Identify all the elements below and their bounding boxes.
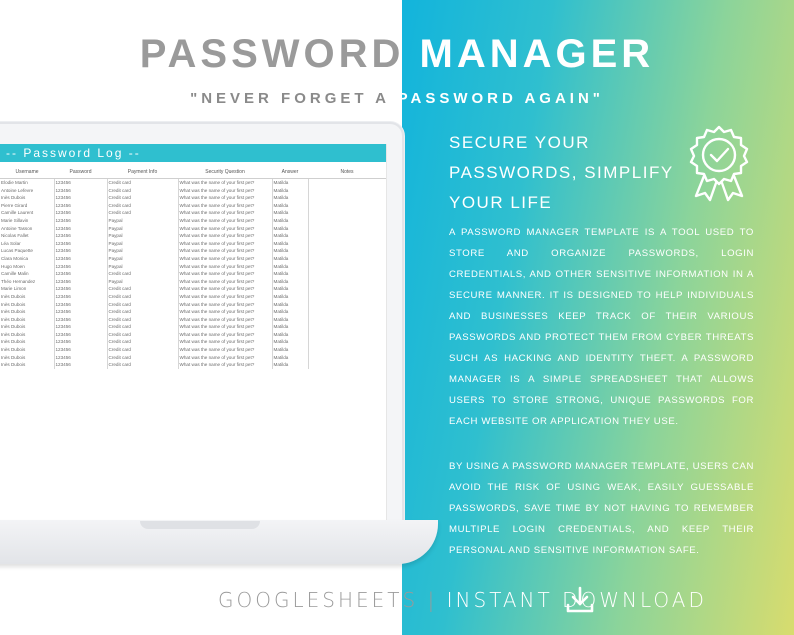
table-cell[interactable]: 123456 — [54, 323, 107, 331]
table-cell[interactable]: Matilda — [272, 217, 308, 225]
table-cell[interactable]: 123456 — [54, 225, 107, 233]
table-cell[interactable]: Matilda — [272, 240, 308, 248]
headline — [449, 128, 679, 218]
table-cell[interactable]: What was the name of your first pet? — [178, 354, 272, 362]
table-cell[interactable]: Matilda — [272, 179, 308, 187]
table-cell[interactable]: Matilda — [272, 278, 308, 286]
table-cell[interactable]: Matilda — [272, 263, 308, 271]
table-cell[interactable]: Paypal — [107, 278, 178, 286]
table-cell[interactable]: Inès Dubois — [1, 362, 26, 368]
table-cell[interactable]: Credit card — [107, 293, 178, 301]
table-cell[interactable]: What was the name of your first pet? — [178, 323, 272, 331]
table-cell[interactable] — [308, 270, 386, 278]
table-cell[interactable]: Matilda — [272, 225, 308, 233]
table-cell[interactable] — [308, 361, 386, 369]
table-row — [0, 301, 386, 309]
download-icon[interactable] — [564, 584, 596, 616]
page-title — [0, 32, 794, 77]
table-cell[interactable]: Paypal — [107, 232, 178, 240]
table-cell[interactable]: What was the name of your first pet? — [178, 187, 272, 195]
column-header: Password — [54, 166, 107, 179]
award-ribbon-check-icon — [686, 124, 752, 202]
table-cell[interactable]: 123456 — [54, 346, 107, 354]
table-cell[interactable]: What was the name of your first pet? — [178, 179, 272, 187]
table-row — [0, 217, 386, 225]
table-cell[interactable]: 123456 — [54, 285, 107, 293]
table-cell[interactable] — [308, 278, 386, 286]
table-cell[interactable]: Matilda — [272, 187, 308, 195]
table-row — [0, 354, 386, 362]
table-cell[interactable]: Matilda — [272, 247, 308, 255]
table-cell[interactable]: Inès Dubois — [1, 301, 26, 307]
table-cell[interactable]: 123456 — [54, 255, 107, 263]
table-row — [0, 346, 386, 354]
table-cell[interactable]: Théo Hernandez — [1, 278, 36, 284]
table-cell[interactable]: What was the name of your first pet? — [178, 338, 272, 346]
table-cell[interactable]: 123456 — [54, 194, 107, 202]
table-row — [0, 247, 386, 255]
table-cell[interactable]: Credit card — [107, 331, 178, 339]
table-cell[interactable]: Inès Dubois — [1, 354, 26, 360]
column-header: Username — [0, 166, 54, 179]
table-cell[interactable]: What was the name of your first pet? — [178, 278, 272, 286]
table-cell[interactable] — [308, 338, 386, 346]
table-cell[interactable]: 123456 — [54, 338, 107, 346]
table-cell[interactable] — [308, 225, 386, 233]
table-cell[interactable]: What was the name of your first pet? — [178, 270, 272, 278]
column-header: Security Question — [178, 166, 272, 179]
table-cell[interactable]: Matilda — [272, 270, 308, 278]
table-row — [0, 255, 386, 263]
table-cell[interactable]: Marie Sillavin — [1, 217, 29, 223]
table-cell[interactable]: What was the name of your first pet? — [178, 301, 272, 309]
table-row — [0, 361, 386, 369]
table-cell[interactable]: Credit card — [107, 301, 178, 309]
table-cell[interactable] — [308, 194, 386, 202]
description-paragraph-1: A PASSWORD MANAGER TEMPLATE IS A TOOL USED TO STORE AND ORGANIZE PASSWORDS, LOGIN CREDENTIALS, AND OTHER SENSITIVE INFORMATION IN A SECURE MANNER. IT IS DESIGNED TO HELP INDIVIDUALS AND BUSINESSES KEEP TRACK OF THEIR VARIOUS PASSWORDS AND PROTECT THEM FROM CYBER THREATS SUCH AS HACKING AND IDENTITY THEFT. A PASSWORD MANAGER IS A SIMPLE SPREADSHEET THAT ALLOWS USERS TO STORE STRONG, UNIQUE PASSWORDS FOR EACH WEBSITE OR APPLICATION THEY USE. — [449, 227, 754, 427]
table-row — [0, 179, 386, 187]
table-cell[interactable]: 123456 — [54, 316, 107, 324]
table-cell[interactable]: Matilda — [272, 323, 308, 331]
table-cell[interactable]: Léa Solar — [1, 240, 21, 246]
table-row — [0, 285, 386, 293]
table-cell[interactable]: Credit card — [107, 308, 178, 316]
table-cell[interactable]: What was the name of your first pet? — [178, 240, 272, 248]
table-header-row — [0, 166, 386, 179]
table-cell[interactable]: Inès Dubois — [1, 293, 26, 299]
table-cell[interactable]: 123456 — [54, 293, 107, 301]
description-paragraph-2: BY USING A PASSWORD MANAGER TEMPLATE, USERS CAN AVOID THE RISK OF USING WEAK, EASILY GUESSABLE PASSWORDS, SAVE TIME BY NOT HAVING TO REMEMBER MULTIPLE LOGIN CREDENTIALS, AND KEEP THEIR PERSONAL AND SENSITIVE INFORMATION SAFE. — [449, 461, 754, 556]
table-cell[interactable]: Matilda — [272, 209, 308, 217]
table-cell[interactable]: What was the name of your first pet? — [178, 232, 272, 240]
table-body — [0, 179, 386, 369]
table-cell[interactable]: Credit card — [107, 209, 178, 217]
table-cell[interactable]: Matilda — [272, 232, 308, 240]
table-cell[interactable]: Inès Dubois — [1, 339, 26, 345]
page-subtitle — [0, 90, 794, 107]
table-row — [0, 331, 386, 339]
table-cell[interactable]: 123456 — [54, 278, 107, 286]
table-cell[interactable]: Hugo Moen — [1, 263, 25, 269]
table-cell[interactable]: Paypal — [107, 263, 178, 271]
table-cell[interactable] — [308, 263, 386, 271]
table-cell[interactable]: Matilda — [272, 308, 308, 316]
table-cell[interactable]: Matilda — [272, 346, 308, 354]
table-cell[interactable] — [308, 217, 386, 225]
table-cell[interactable]: 123456 — [54, 263, 107, 271]
table-row — [0, 194, 386, 202]
headline-line-2: PASSWORDS, SIMPLIFY — [449, 163, 674, 182]
table-cell[interactable]: Credit card — [107, 361, 178, 369]
headline-line-1: SECURE YOUR — [449, 133, 590, 152]
table-row — [0, 293, 386, 301]
table-cell[interactable]: What was the name of your first pet? — [178, 331, 272, 339]
table-cell[interactable]: Antoine Tasson — [1, 225, 33, 231]
table-cell[interactable]: Credit card — [107, 270, 178, 278]
table-cell[interactable]: Matilda — [272, 361, 308, 369]
table-cell[interactable] — [308, 240, 386, 248]
table-cell[interactable]: What was the name of your first pet? — [178, 209, 272, 217]
table-row — [0, 225, 386, 233]
column-header: Notes — [308, 166, 386, 179]
column-header: Payment Info — [107, 166, 178, 179]
table-cell[interactable]: 123456 — [54, 301, 107, 309]
column-header: Answer — [272, 166, 308, 179]
table-row — [0, 187, 386, 195]
table-cell[interactable]: Matilda — [272, 202, 308, 210]
table-cell[interactable]: Credit card — [107, 346, 178, 354]
table-cell[interactable] — [308, 202, 386, 210]
table-cell[interactable]: 123456 — [54, 217, 107, 225]
table-cell[interactable]: What was the name of your first pet? — [178, 316, 272, 324]
table-row — [0, 209, 386, 217]
table-row — [0, 232, 386, 240]
table-cell[interactable]: Credit card — [107, 202, 178, 210]
title-word-2: MANAGER — [419, 32, 655, 76]
table-cell[interactable]: Marie Limon — [1, 286, 27, 292]
table-cell[interactable] — [308, 308, 386, 316]
table-cell[interactable]: 123456 — [54, 331, 107, 339]
table-cell[interactable]: 123456 — [54, 361, 107, 369]
table-row — [0, 278, 386, 286]
table-cell[interactable]: 123456 — [54, 354, 107, 362]
table-cell[interactable]: Inès Dubois — [1, 347, 26, 353]
table-cell[interactable]: Antoine Lefevre — [1, 187, 34, 193]
table-cell[interactable] — [308, 255, 386, 263]
table-cell[interactable]: Paypal — [107, 225, 178, 233]
table-cell[interactable]: 123456 — [54, 308, 107, 316]
table-cell[interactable]: What was the name of your first pet? — [178, 293, 272, 301]
table-cell[interactable]: Matilda — [272, 293, 308, 301]
table-cell[interactable]: Pierre Girard — [1, 202, 28, 208]
table-row — [0, 338, 386, 346]
table-cell[interactable]: 123456 — [54, 179, 107, 187]
table-cell[interactable]: Matilda — [272, 194, 308, 202]
table-cell[interactable]: Credit card — [107, 179, 178, 187]
table-cell[interactable]: Matilda — [272, 301, 308, 309]
table-cell[interactable] — [308, 209, 386, 217]
table-cell[interactable]: Paypal — [107, 247, 178, 255]
table-cell[interactable]: Camille Malin — [1, 271, 29, 277]
table-cell[interactable]: Paypal — [107, 255, 178, 263]
table-cell[interactable]: Paypal — [107, 240, 178, 248]
table-cell[interactable] — [308, 354, 386, 362]
table-cell[interactable]: Credit card — [107, 323, 178, 331]
table-row — [0, 316, 386, 324]
table-cell[interactable] — [308, 285, 386, 293]
table-cell[interactable]: What was the name of your first pet? — [178, 346, 272, 354]
table-cell[interactable]: 123456 — [54, 209, 107, 217]
table-cell[interactable]: Matilda — [272, 354, 308, 362]
table-cell[interactable]: 123456 — [54, 247, 107, 255]
table-cell[interactable]: Credit card — [107, 285, 178, 293]
table-cell[interactable]: Matilda — [272, 316, 308, 324]
table-cell[interactable]: Credit card — [107, 338, 178, 346]
table-cell[interactable]: What was the name of your first pet? — [178, 217, 272, 225]
laptop-notch — [140, 521, 260, 529]
table-cell[interactable]: 123456 — [54, 270, 107, 278]
table-cell[interactable]: Inès Dubois — [1, 316, 26, 322]
table-cell[interactable]: Inès Dubois — [1, 324, 26, 330]
table-cell[interactable]: Credit card — [107, 194, 178, 202]
table-row — [0, 202, 386, 210]
table-cell[interactable]: What was the name of your first pet? — [178, 194, 272, 202]
table-cell[interactable] — [308, 232, 386, 240]
table-cell[interactable]: Matilda — [272, 255, 308, 263]
table-cell[interactable] — [308, 247, 386, 255]
table-cell[interactable]: Paypal — [107, 217, 178, 225]
table-cell[interactable]: Inès Dubois — [1, 331, 26, 337]
table-cell[interactable]: Clara Monica — [1, 255, 29, 261]
laptop-screen — [0, 144, 387, 524]
table-cell[interactable]: What was the name of your first pet? — [178, 202, 272, 210]
footer-part-1: GOOGLESHEETS | — [218, 588, 447, 612]
table-cell[interactable]: 123456 — [54, 187, 107, 195]
table-cell[interactable]: Camille Laurent — [1, 210, 34, 216]
table-row — [0, 323, 386, 331]
table-cell[interactable]: Credit card — [107, 316, 178, 324]
table-row — [0, 308, 386, 316]
table-cell[interactable] — [308, 293, 386, 301]
table-cell[interactable]: What was the name of your first pet? — [178, 255, 272, 263]
table-cell[interactable] — [308, 179, 386, 187]
table-cell[interactable] — [308, 346, 386, 354]
table-cell[interactable]: 123456 — [54, 232, 107, 240]
table-cell[interactable]: What was the name of your first pet? — [178, 263, 272, 271]
table-cell[interactable]: What was the name of your first pet? — [178, 285, 272, 293]
table-cell[interactable]: 123456 — [54, 202, 107, 210]
table-cell[interactable]: Lucas Paquette — [1, 248, 33, 254]
table-cell[interactable] — [308, 301, 386, 309]
table-cell[interactable]: What was the name of your first pet? — [178, 308, 272, 316]
table-cell[interactable]: Matilda — [272, 338, 308, 346]
password-log-table — [0, 166, 386, 369]
table-cell[interactable]: 123456 — [54, 240, 107, 248]
subtitle-part-2: PASSWORD AGAIN" — [397, 90, 604, 107]
title-word-1: PASSWORD — [139, 32, 405, 76]
table-cell[interactable] — [308, 331, 386, 339]
footer-part-2: INSTANT DOWNLOAD — [446, 588, 707, 612]
table-row — [0, 270, 386, 278]
table-cell[interactable]: Elodie Martin — [1, 180, 28, 185]
sheet-header: -- Password Log -- — [0, 144, 386, 162]
table-cell[interactable]: Credit card — [107, 354, 178, 362]
table-cell[interactable]: Inès Dubois — [1, 309, 26, 315]
table-cell[interactable]: Matilda — [272, 331, 308, 339]
table-cell[interactable]: What was the name of your first pet? — [178, 225, 272, 233]
table-cell[interactable]: What was the name of your first pet? — [178, 361, 272, 369]
footer-text — [218, 588, 707, 616]
table-cell[interactable]: Matilda — [272, 285, 308, 293]
table-cell[interactable]: Nicolas Fallet — [1, 233, 29, 239]
table-row — [0, 240, 386, 248]
table-cell[interactable] — [308, 187, 386, 195]
headline-line-3: YOUR LIFE — [449, 193, 553, 212]
table-cell[interactable]: What was the name of your first pet? — [178, 247, 272, 255]
table-cell[interactable]: Credit card — [107, 187, 178, 195]
table-row — [0, 263, 386, 271]
table-cell[interactable] — [308, 323, 386, 331]
table-cell[interactable] — [308, 316, 386, 324]
subtitle-part-1: "NEVER FORGET A — [190, 90, 398, 107]
table-cell[interactable]: Inès Dubois — [1, 195, 26, 201]
